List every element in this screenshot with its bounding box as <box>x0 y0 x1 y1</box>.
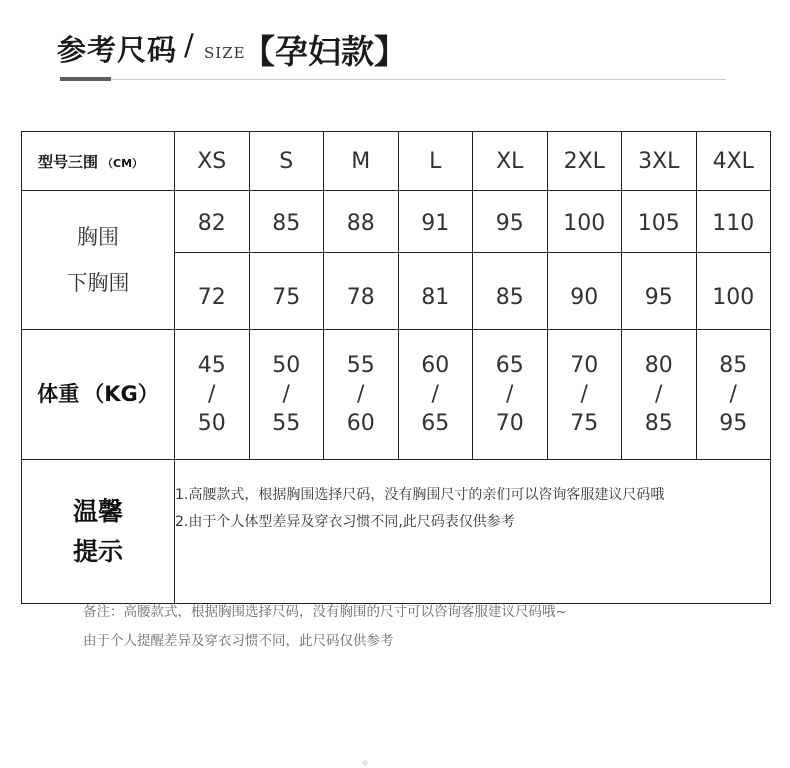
weight-range <box>324 330 399 460</box>
size-chart-table <box>21 131 771 604</box>
weight-max: 75 <box>570 411 599 436</box>
bust-row <box>22 191 771 253</box>
weight-max: 95 <box>719 411 748 436</box>
page-title: 参考尺码 <box>57 33 178 67</box>
weight-min: 50 <box>272 353 301 378</box>
weight-label-cell <box>22 330 175 460</box>
size-cell: M <box>324 132 399 191</box>
weight-min: 45 <box>197 353 226 378</box>
underbust-value: 72 <box>175 253 250 330</box>
size-cell: 4XL <box>696 132 771 191</box>
title-underline-accent <box>60 77 111 81</box>
underbust-value: 75 <box>249 253 324 330</box>
weight-max: 60 <box>346 411 375 436</box>
underbust-label: 下胸围 <box>66 271 130 295</box>
weight-range <box>622 330 697 460</box>
decorative-dot <box>362 760 368 766</box>
tips-label-cell <box>22 460 175 604</box>
weight-range <box>398 330 473 460</box>
weight-range <box>547 330 622 460</box>
size-cell: 2XL <box>547 132 622 191</box>
tips-label-line1: 温馨 <box>72 496 123 526</box>
bust-value: 82 <box>175 191 250 253</box>
bust-label-cell <box>22 191 175 330</box>
size-cell: L <box>398 132 473 191</box>
footnote-line: 由于个人提醒差异及穿衣习惯不同，此尺码仅供参考 <box>83 633 394 649</box>
bust-value: 110 <box>696 191 771 253</box>
weight-label: 体重 <box>37 382 80 406</box>
weight-min: 70 <box>570 353 599 378</box>
page-subtitle: 【孕妇款】 <box>242 32 407 71</box>
weight-unit: （KG） <box>83 382 159 406</box>
weight-row <box>22 330 771 460</box>
weight-separator: / <box>282 382 290 407</box>
size-cell: XS <box>175 132 250 191</box>
weight-range <box>249 330 324 460</box>
weight-min: 55 <box>346 353 375 378</box>
weight-max: 55 <box>272 411 301 436</box>
measurement-header-cell <box>22 132 175 191</box>
weight-separator: / <box>208 382 216 407</box>
tips-label-line2: 提示 <box>72 536 123 566</box>
bust-value: 95 <box>473 191 548 253</box>
underbust-value: 95 <box>622 253 697 330</box>
underbust-value: 78 <box>324 253 399 330</box>
bust-label: 胸围 <box>77 225 119 249</box>
footnote <box>83 598 567 656</box>
weight-max: 85 <box>644 411 673 436</box>
weight-min: 60 <box>421 353 450 378</box>
underbust-value: 85 <box>473 253 548 330</box>
measurement-header-unit: （CM） <box>102 156 144 170</box>
size-cell: XL <box>473 132 548 191</box>
weight-range <box>696 330 771 460</box>
tip-item: 2.由于个人体型差异及穿衣习惯不同,此尺码表仅供参考 <box>175 514 515 530</box>
size-cell: 3XL <box>622 132 697 191</box>
weight-separator: / <box>580 382 588 407</box>
weight-max: 65 <box>421 411 450 436</box>
bust-value: 91 <box>398 191 473 253</box>
weight-range <box>175 330 250 460</box>
tips-row <box>22 460 771 604</box>
size-cell: S <box>249 132 324 191</box>
bust-value: 88 <box>324 191 399 253</box>
title-size-word: SIZE <box>204 44 246 62</box>
tip-item: 1.高腰款式，根据胸围选择尺码，没有胸围尺寸的亲们可以咨询客服建议尺码哦 <box>175 487 665 503</box>
weight-min: 85 <box>719 353 748 378</box>
measurement-header-label: 型号三围 <box>38 152 99 171</box>
weight-min: 65 <box>495 353 524 378</box>
title-underline-divider <box>111 79 726 80</box>
title-slash: / <box>184 28 194 62</box>
bust-value: 85 <box>249 191 324 253</box>
weight-separator: / <box>506 382 514 407</box>
weight-separator: / <box>729 382 737 407</box>
weight-separator: / <box>357 382 365 407</box>
tips-content <box>175 460 771 604</box>
weight-separator: / <box>655 382 663 407</box>
bust-value: 100 <box>547 191 622 253</box>
underbust-value: 90 <box>547 253 622 330</box>
weight-min: 80 <box>644 353 673 378</box>
underbust-value: 100 <box>696 253 771 330</box>
weight-max: 70 <box>495 411 524 436</box>
weight-range <box>473 330 548 460</box>
size-header-row <box>22 132 771 191</box>
bust-value: 105 <box>622 191 697 253</box>
underbust-value: 81 <box>398 253 473 330</box>
weight-separator: / <box>431 382 439 407</box>
footnote-line: 备注：高腰款式，根据胸围选择尺码，没有胸围的尺寸可以咨询客服建议尺码哦~ <box>83 604 567 620</box>
weight-max: 50 <box>197 411 226 436</box>
